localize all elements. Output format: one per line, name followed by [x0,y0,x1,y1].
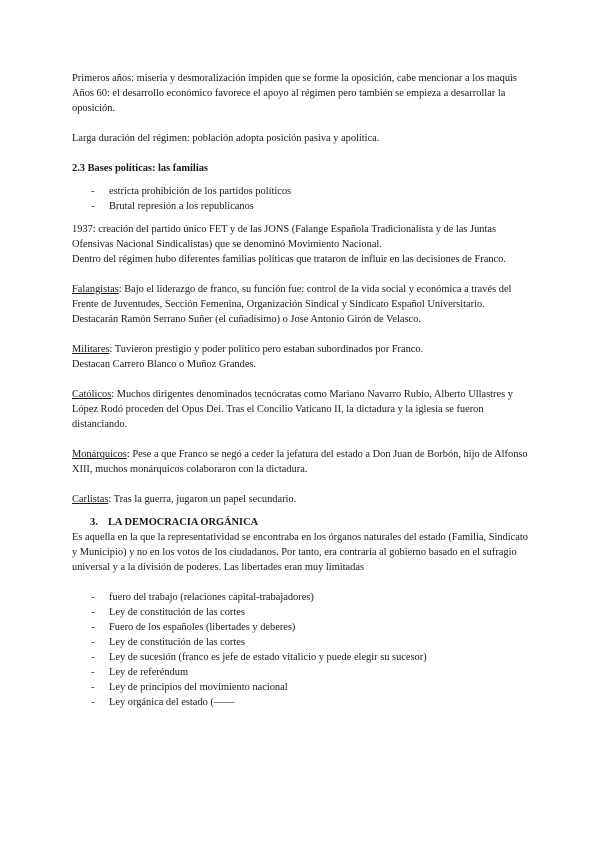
section-3-title: LA DEMOCRACIA ORGÁNICA [108,517,259,528]
militares-text: : Tuvieron prestigio y poder político pero estaban subordinados por Franco. [109,344,424,355]
carlistas-label: Carlistas [72,494,109,505]
section-3-paragraph: Es aquella en la que la representatividad se encontraba en los órganos naturales del estado (Familia, Sindicato y Municipio) y no en los votos de los ciudadanos. Por tanto, era contraria al gobierno basado en el sufragio universal y a la división de poderes. Las libertades eran muy limitadas [72,532,528,573]
list-item: - Brutal represión a los republicanos [72,199,528,214]
document-page [72,71,528,710]
list-item: - Ley de sucesión (franco es jefe de estado vitalicio y puede elegir su sucesor) [72,650,528,665]
section-2-3-heading: 2.3 Bases políticas: las familias [72,163,208,174]
list-item: - Ley de referéndum [72,665,528,680]
list-item: - estricta prohibición de los partidos políticos [72,184,528,199]
falangistas-label: Falangistas [72,284,119,295]
section-3-bullet-list [72,590,528,710]
list-item: - Fuero de los españoles (libertades y deberes) [72,620,528,635]
political-families-paragraph: Dentro del régimen hubo diferentes familias políticas que trataron de influir en las decisiones de Franco. [72,254,506,265]
militares-label: Militares [72,344,110,355]
catolicos-text: : Muchos dirigentes denominados tecnócratas como Mariano Navarro Rubio, Alberto Ullastres y López Rodó proceden del Opus Dei. Tras el Concilio Vaticano II, la dictadura y la iglesia se fueron distanciando. [72,389,513,430]
list-item: - Ley orgánica del estado (—— [72,695,528,710]
militares-paragraph [72,342,528,357]
list-item: - fuero del trabajo (relaciones capital-trabajadores) [72,590,528,605]
falangistas-paragraph [72,282,528,312]
intro-paragraph-3: Larga duración del régimen: población adopta posición pasiva y apolítica. [72,133,380,144]
list-item: - Ley de principios del movimiento nacional [72,680,528,695]
monarquicos-label: Monárquicos [72,449,127,460]
carlistas-paragraph [72,492,528,507]
monarquicos-text: : Pese a que Franco se negó a ceder la jefatura del estado a Don Juan de Borbón, hijo de Alfonso XIII, muchos monárquicos colaboraron con la dictadura. [72,449,528,475]
section-3-heading [72,515,528,530]
section-3-number: 3. [90,517,98,528]
monarquicos-paragraph [72,447,528,477]
fet-jons-paragraph: 1937: creación del partido único FET y de las JONS (Falange Española Tradicionalista y de las Juntas Ofensivas Nacional Sindicalistas) que se denominó Movimiento Nacional. [72,224,497,250]
catolicos-label: Católicos [72,389,112,400]
list-item: - Ley de constitución de las cortes [72,605,528,620]
carlistas-text: : Tras la guerra, jugaron un papel secundario. [108,494,297,505]
catolicos-paragraph [72,387,528,432]
falangistas-text: : Bajo el liderazgo de franco, su función fue: control de la vida social y económica a través del Frente de Juventudes, Sección Femenina, Organización Sindical y Sindicato Español Universitario. [72,284,512,310]
intro-paragraph-1: Primeros años: miseria y desmoralización impiden que se forme la oposición, cabe mencionar a los maquis [72,73,517,84]
list-item: - Ley de constitución de las cortes [72,635,528,650]
intro-paragraph-2: Años 60: el desarrollo económico favorece el apoyo al régimen pero también se empieza a desarrollar la oposición. [72,88,506,114]
militares-extra: Destacan Carrero Blanco o Muñoz Grandes. [72,359,257,370]
section-2-3-bullet-list [72,184,528,214]
falangistas-extra: Destacarán Ramón Serrano Suñer (el cuñadísimo) o Jose Antonio Girón de Velasco. [72,314,421,325]
